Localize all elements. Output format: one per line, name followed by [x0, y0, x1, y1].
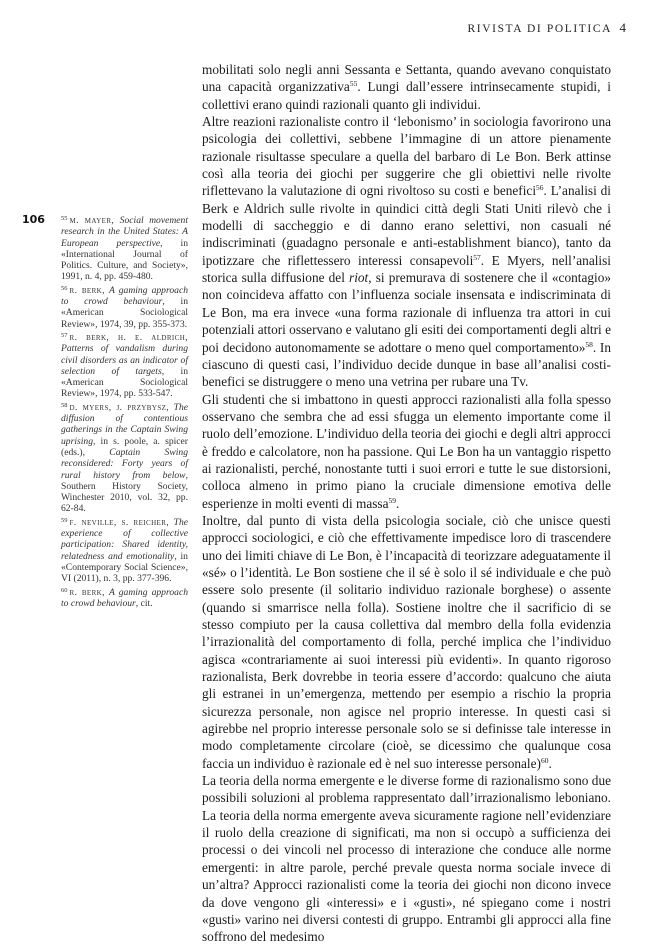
paragraph-text: Gli studenti che si imbattono in questi approcci razionalisti alla folla spesso osservano che sembra che ad essi sfugga un elemento importante come il ruolo dell’emozione. L’individuo della teoria dei giochi e degli altri approcci è freddo e calcolatore, non ha passione. Qui Le Bon ha un vantaggio rispetto ai razionalisti, perché, nonostante tutti i suoi errori e tutte le sue distorsioni, colloca almeno in primo piano la cruciale dimensione emotiva delle esperienze in molti eventi di massa [202, 391, 611, 511]
footnote-title: A gaming approach to crowd behaviour [61, 586, 189, 609]
footnote-ref: 55 [349, 79, 358, 89]
footnote-citation: , cit. [135, 597, 153, 609]
paragraph-text: mobilitati solo negli anni Sessanta e Settanta, quando avevano conquistato una capacità organizzativa [202, 62, 611, 95]
footnote-number: 56 [61, 284, 68, 292]
italic-term: riot [349, 270, 369, 286]
footnote-citation: , in «American Sociological Review», 1974, 39, pp. 355-373. [61, 296, 188, 330]
paragraph-text: Altre reazioni razionaliste contro il ‘lebonismo’ in sociologia favorirono una psicologia dei collettivi, sebbene l’immagine di un attore pienamente razionale risultasse speculare a quella del barbaro di Le Bon. Berk attinse così alla teoria dei giochi per suggerire che gli obiettivi nelle rivolte riflettevano la valutazione di ogni rivoltoso su costi e benefici [202, 114, 611, 199]
footnote-authors: r. berk, [69, 586, 105, 598]
paragraph-text: , si premurava di sostenere che il «contagio» non coincideva affatto con l’influenza sociale insensata e indiscriminata di Le Bon, ma era invece «una forma razionale di influenza tra attori in cui potenziali attori osservano e valutano gli esiti dei comportamenti degli altri e poi decidono autonomamente se adottare o meno quel comportamento» [202, 270, 611, 355]
footnote [61, 585, 188, 610]
footnote-ref: 56 [536, 183, 544, 193]
issue-number: 4 [619, 20, 626, 35]
paragraph-text: . E Myers, nell’analisi storica sulla diffusione del [202, 252, 611, 286]
paragraph [202, 61, 611, 113]
footnote-title: The experience of collective participation: Shared identity, relatedness and emotionality [61, 516, 188, 562]
footnote-citation: , in «International Journal of Politics. Culture, and Society», 1991, n. 4, pp. 459-480. [61, 237, 189, 283]
paragraph [202, 772, 611, 945]
footnote-authors: r. berk, h. e. aldrich, [69, 331, 188, 343]
footnote-citation: , in «American Sociological Review», 1974, pp. 533-547. [61, 365, 188, 400]
paragraph-text: . [548, 755, 552, 771]
footnote-ref: 58 [585, 339, 593, 349]
footnote-ref: 57 [473, 252, 481, 262]
footnote [61, 330, 188, 400]
footnote-publisher: , Southern History Society, Winchester 2010, vol. 32, pp. 62-84. [61, 469, 188, 515]
footnote-authors: d. myers, j. przybysz, [69, 401, 170, 413]
paragraph [202, 113, 611, 391]
footnote-title: Patterns of vandalism during civil disorders as an indicator of selection of targets [61, 343, 188, 377]
footnote [61, 213, 188, 283]
footnote-book-title: Captain Swing reconsidered: Forty years of rural history from below [61, 446, 188, 481]
paragraph-text: . L’analisi di Berk e Aldrich sulle rivolte in quindici città degli Stati Uniti rilevò che i modelli di saccheggio e di danno erano selettivi, non casuali né indiscriminati (guadagno personale e anti-establishment bianco), tanto da ipotizzare che riflettessero interessi consapevoli [202, 183, 611, 268]
body-text [202, 61, 611, 946]
paragraph-text: Inoltre, dal punto di vista della psicologia sociale, ciò che unisce questi approcci sociologici, e ciò che effettivamente impedisce loro di trascendere uno dei limiti chiave di Le Bon, è l’incapacità di teorizzare adeguatamente il «sé» o l’identità. Le Bon sostiene che il sé è solo il sé individuale e che può essere solo presente (il solitario individuo razionale borghese) o assente (quando si smarrisce nella folla). Sostiene inoltre che il sacrificio di se stesso compiuto per la causa collettiva dal membro della folla evidenzia l’irrazionalità del comportamento di folla, perché implica che l’individuo agisca «contrariamente ai suoi interessi più evidenti». In quanto rigoroso razionalista, Berk dovrebbe in teoria essere d’accordo: qualcuno che aiuta gli estranei in un’emergenza, mettendo per esempio a rischio la propria sicurezza personale, non agisce nel proprio interesse. In questi casi si agirebbe nel proprio interesse personale solo se si definisse tale interesse in modo completamente circolare (cioè, se dicessimo che qualunque cosa faccia un individuo è razionale ed è nel suo interesse personale) [202, 512, 611, 771]
footnote-authors: r. berk, [69, 284, 105, 296]
footnote [61, 515, 188, 585]
journal-title: RIVISTA DI POLITICA [467, 23, 613, 35]
paragraph-text: . [395, 495, 400, 511]
footnotes-column [61, 213, 188, 609]
footnote [61, 283, 188, 330]
footnote-title: A gaming approach to crowd behaviour [61, 284, 189, 308]
footnote-title: The diffusion of contentious gatherings in the Captain Swing uprising [61, 401, 188, 447]
footnote-number: 57 [61, 331, 68, 339]
paragraph-text: La teoria della norma emergente e le diverse forme di razionalismo sono due possibili soluzioni al problema rappresentato dall’irrazionalismo leboniano. La teoria della norma emergente aveva sicuramente ragione nell’evidenziare il ruolo della creazione di significati, ma non si occupò a sufficienza dei processi o dei vincoli nel processo di interazione che conduce alle norme emergenti: in altre parole, perché prevale questa norma sociale invece di un’altra? Approcci razionalisti come la teoria dei giochi non dicono invece da dove vengono gli «interessi» e i «gusti», né spiegano come i nostri «gusti» varino nei diversi contesti di gruppo. Entrambi gli approcci alla fine soffrono del medesimo [202, 773, 611, 945]
footnote-authors: m. mayer, [69, 215, 115, 226]
footnote-authors: f. neville, s. reicher, [69, 516, 170, 528]
footnote-title: Social movement research in the United States: A European perspective [61, 215, 188, 249]
footnote-number: 55 [61, 215, 68, 222]
page-number: 106 [22, 213, 45, 226]
paragraph [202, 391, 611, 512]
footnote-number: 59 [61, 516, 68, 524]
paragraph-text: . In ciascuno di questi casi, l’individuo decide dunque in base all’analisi costi-benefici se distruggere o meno una vetrina per rubare una Tv. [202, 339, 611, 390]
running-header [468, 20, 626, 36]
footnote-citation: , in «Contemporary Social Science», VI (2011), n. 3, pp. 377-396. [61, 550, 188, 585]
footnote-number: 60 [61, 586, 68, 594]
footnote-citation: , in s. poole, a. spicer (eds.), [61, 435, 188, 458]
footnote [61, 400, 188, 515]
paragraph-text: . Lungi dall’essere intrinsecamente stupidi, i collettivi erano quindi razionali quanto gli individui. [202, 79, 611, 112]
footnote-ref: 59 [388, 495, 396, 505]
footnote-number: 58 [61, 401, 68, 409]
paragraph [202, 512, 611, 772]
footnote-ref: 60 [540, 755, 549, 765]
